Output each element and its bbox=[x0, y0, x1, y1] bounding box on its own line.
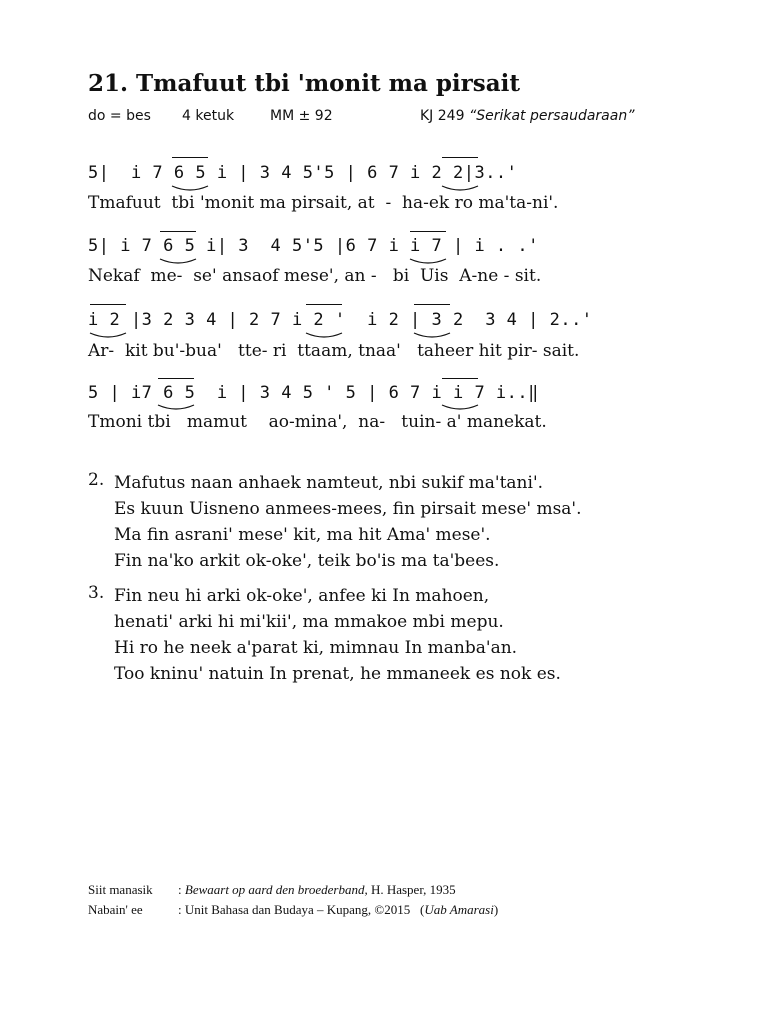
verse-line: Ma fin asrani' mese' kit, ma hit Ama' mese'. bbox=[114, 525, 491, 545]
hymn-reference bbox=[420, 108, 634, 124]
notation-line: 5| i 7 6 5 i | 3 4 5'5 | 6 7 i 2 2|3..' bbox=[88, 163, 518, 183]
notation-line: i 2 |3 2 3 4 | 2 7 i 2 ' i 2 | 3 2 3 4 | 2..' bbox=[88, 310, 593, 330]
beam-mark bbox=[442, 157, 478, 158]
verse-line: Mafutus naan anhaek namteut, nbi sukif ma'tani'. bbox=[114, 473, 544, 493]
beam-mark bbox=[158, 378, 194, 379]
beam-mark bbox=[414, 304, 450, 305]
credit-translation-value: Unit Bahasa dan Budaya – Kupang, ©2015 bbox=[184, 902, 411, 917]
lyric-line: Ar- kit bu'-bua' tte- ri ttaam, tnaa' taheer hit pir- sait. bbox=[88, 341, 580, 361]
credit-translation-label: Nabain' ee bbox=[88, 902, 143, 917]
credit-source: Siit manasik : Bewaart op aard den broederband, H. Hasper, 1935 bbox=[88, 882, 456, 897]
verse-line: Es kuun Uisneno anmees-mees, fin pirsait mese' msa'. bbox=[114, 499, 582, 519]
credit-translation: Nabain' ee : Unit Bahasa dan Budaya – Kupang, ©2015 (Uab Amarasi) bbox=[88, 902, 499, 917]
beam-mark bbox=[160, 231, 196, 232]
verse-line: henati' arki hi mi'kii', ma mmakoe mbi mepu. bbox=[114, 612, 504, 632]
beam-mark bbox=[410, 231, 446, 232]
beam-mark bbox=[306, 304, 342, 305]
lyric-line: Tmoni tbi mamut ao-mina', na- tuin- a' manekat. bbox=[88, 412, 547, 432]
hymn-reference-title: “Serikat persaudaraan” bbox=[468, 108, 635, 124]
verse-number: 3. bbox=[88, 583, 105, 603]
credit-source-title: Bewaart op aard den broederband, bbox=[184, 882, 368, 897]
notation-line: 5 | i7 6 5 i | 3 4 5 ' 5 | 6 7 i i 7 i..‖ bbox=[88, 383, 539, 403]
verse-line: Hi ro he neek a'parat ki, mimnau In manba'an. bbox=[114, 638, 518, 658]
lyric-line: Tmafuut tbi 'monit ma pirsait, at - ha-ek ro ma'ta-ni'. bbox=[88, 193, 559, 213]
slur-marks bbox=[0, 0, 1, 1]
credit-translation-credit: Uab Amarasi bbox=[424, 902, 494, 917]
credit-source-label: Siit manasik bbox=[88, 882, 153, 897]
notation-line: 5| i 7 6 5 i| 3 4 5'5 |6 7 i i 7 | i . .' bbox=[88, 236, 539, 256]
verse-line: Too kninu' natuin In prenat, he mmaneek es nok es. bbox=[114, 664, 561, 684]
verse-number: 2. bbox=[88, 470, 105, 490]
credit-source-author: H. Hasper, 1935 bbox=[370, 882, 456, 897]
verse-line: Fin neu hi arki ok-oke', anfee ki In mahoen, bbox=[114, 586, 490, 606]
tempo-marking: MM ± 92 bbox=[270, 108, 333, 124]
song-title: 21. Tmafuut tbi 'monit ma pirsait bbox=[88, 70, 521, 97]
beam-mark bbox=[442, 378, 478, 379]
verse-line: Fin na'ko arkit ok-oke', teik bo'is ma ta'bees. bbox=[114, 551, 500, 571]
beam-mark bbox=[172, 157, 208, 158]
key-signature: do = bes bbox=[88, 108, 151, 124]
time-signature: 4 ketuk bbox=[182, 108, 235, 124]
beam-mark bbox=[90, 304, 126, 305]
lyric-line: Nekaf me- se' ansaof mese', an - bi Uis A-ne - sit. bbox=[88, 266, 542, 286]
hymn-reference-code: KJ 249 bbox=[420, 108, 465, 124]
